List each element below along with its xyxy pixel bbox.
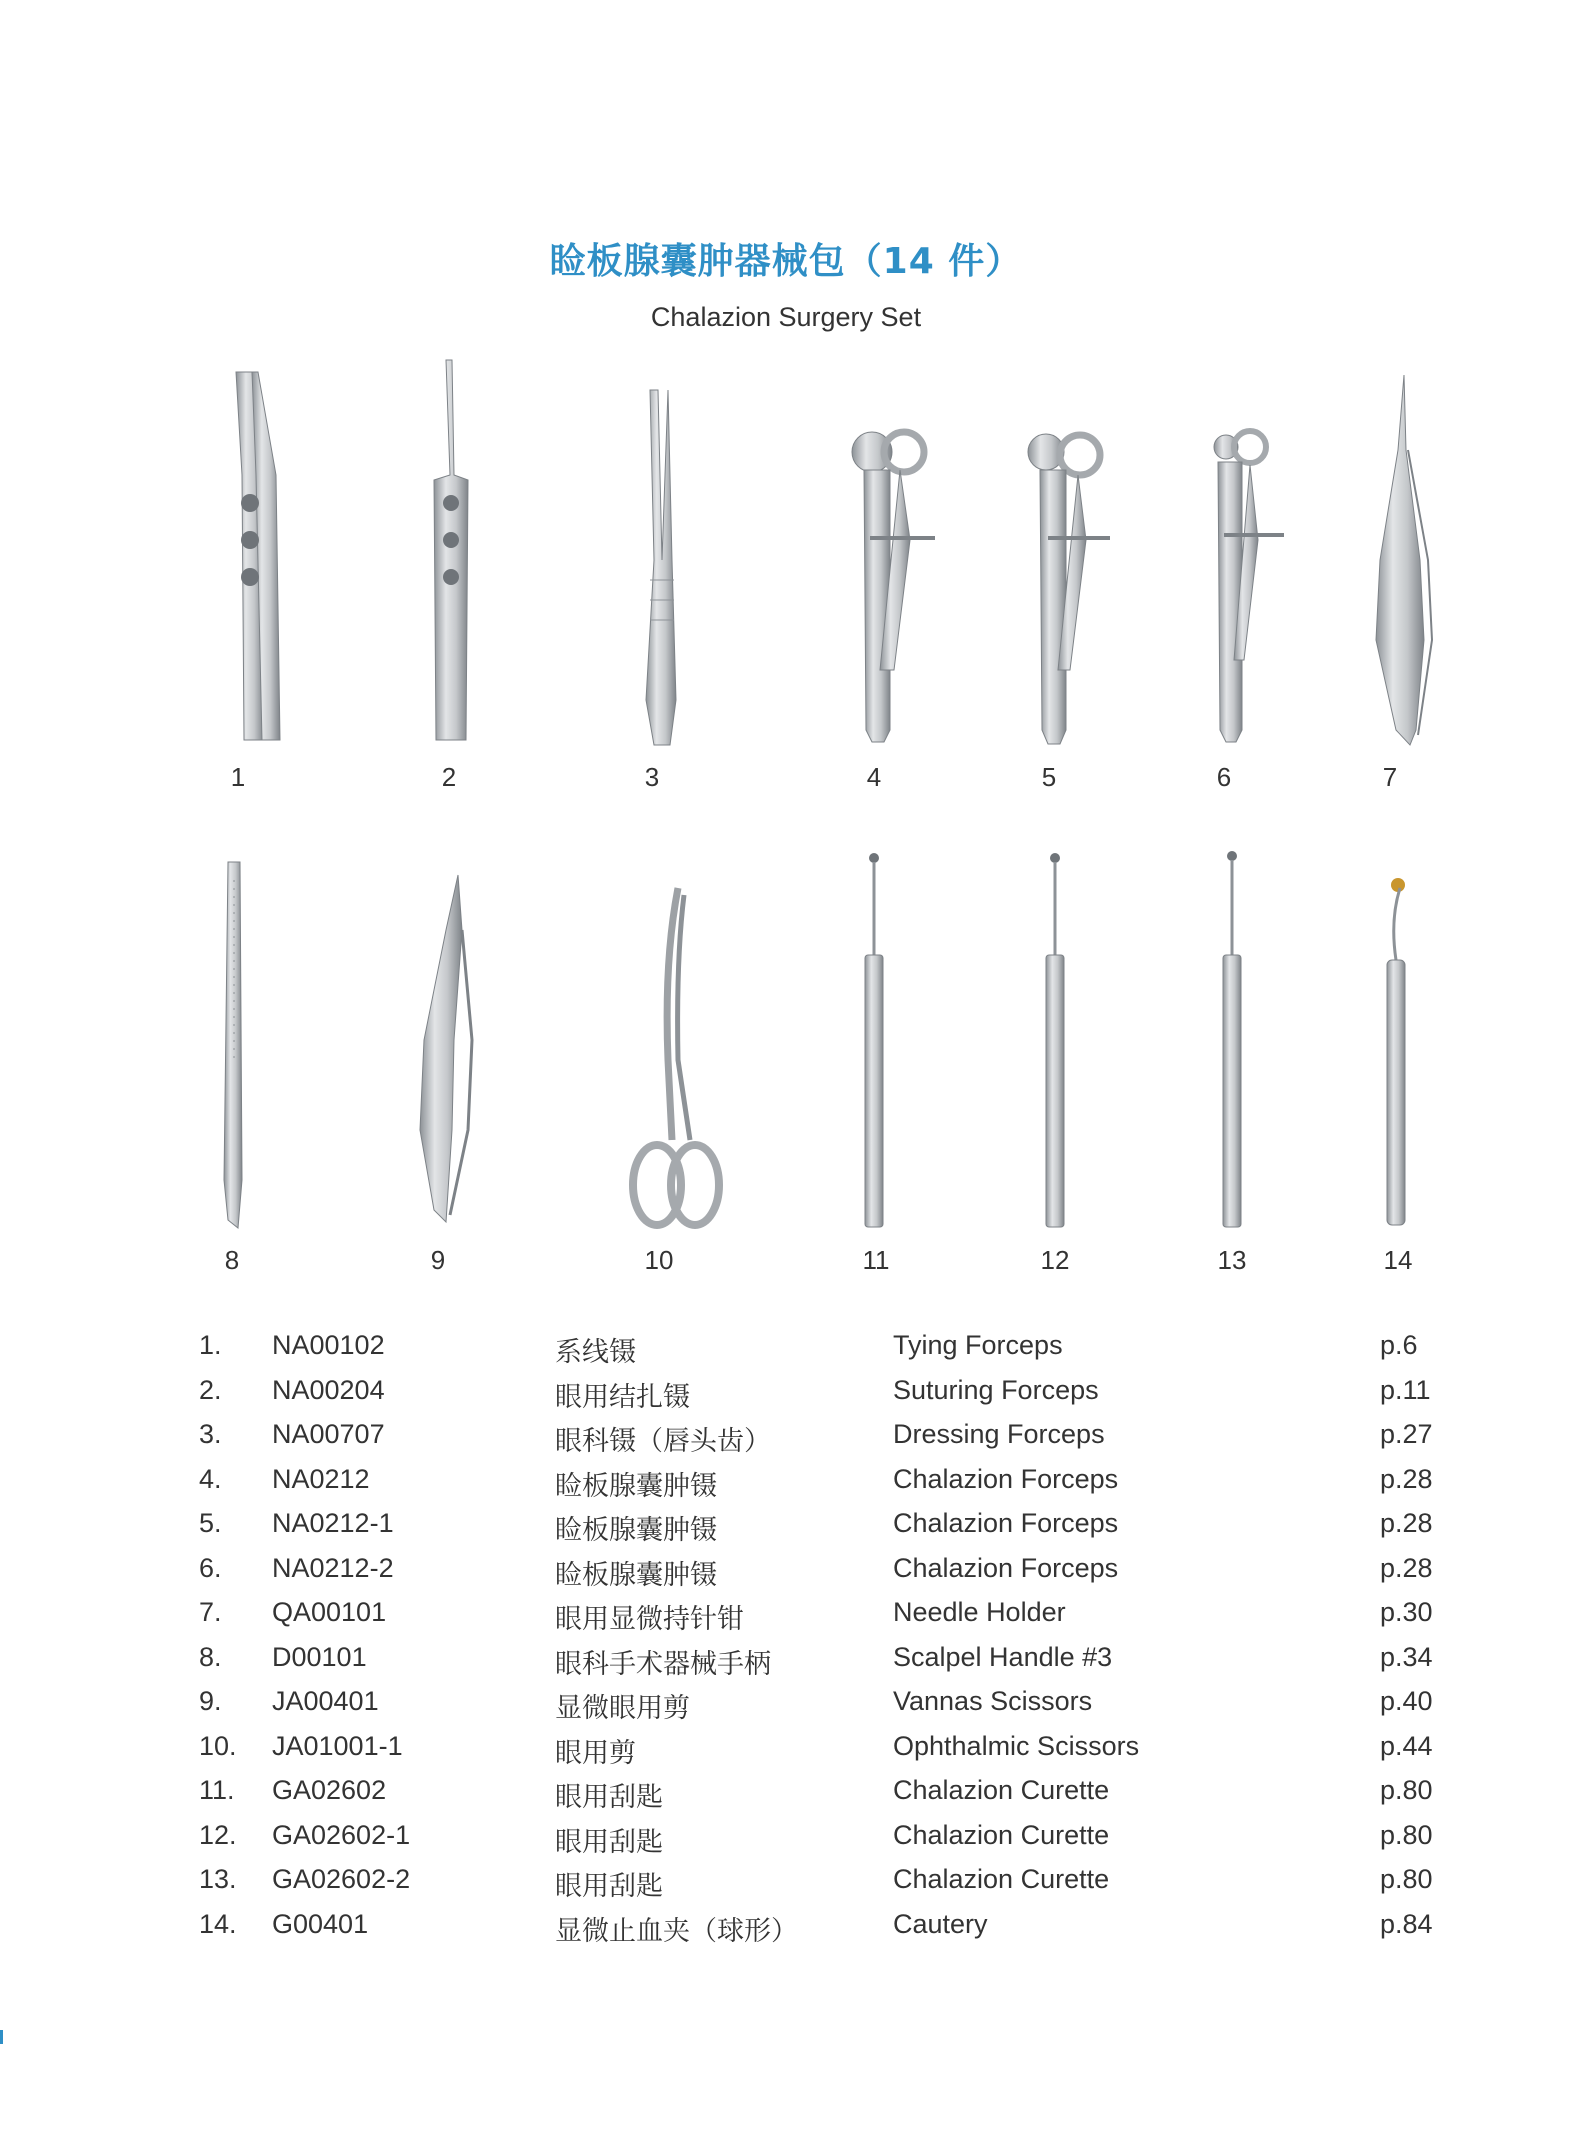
item-index: 13. xyxy=(199,1864,237,1894)
figure-label: 2 xyxy=(441,762,457,792)
item-name-chinese: 眼用剪 xyxy=(555,1737,636,1769)
item-name-chinese: 眼用结扎镊 xyxy=(555,1381,690,1413)
edge-mark xyxy=(0,2030,3,2044)
item-name-chinese: 睑板腺囊肿镊 xyxy=(555,1470,717,1502)
figure-label: 10 xyxy=(644,1245,674,1275)
item-index: 11. xyxy=(199,1775,235,1805)
figure-label: 9 xyxy=(430,1245,446,1275)
item-name-chinese: 显微眼用剪 xyxy=(555,1693,690,1724)
item-page-ref: p.34 xyxy=(1380,1641,1433,1672)
item-name-chinese: 睑板腺囊肿镊 xyxy=(555,1515,717,1546)
item-index: 1. xyxy=(199,1330,222,1360)
item-index: 7. xyxy=(199,1597,222,1627)
item-page-ref: p.27 xyxy=(1380,1419,1433,1449)
item-name-english: Chalazion Forceps xyxy=(893,1463,1119,1494)
item-code: GA02602 xyxy=(272,1775,387,1805)
item-index: 12. xyxy=(199,1819,237,1850)
item-index: 3. xyxy=(199,1419,222,1449)
figure-label: 8 xyxy=(224,1245,240,1275)
chalazion-forceps-6-illustration xyxy=(1214,431,1284,742)
cautery-illustration xyxy=(1387,878,1405,1225)
figure-label: 14 xyxy=(1383,1245,1413,1275)
vannas-scissors-illustration xyxy=(420,875,472,1222)
item-name-chinese: 眼科手术器械手柄 xyxy=(555,1648,771,1680)
scalpel-handle-illustration xyxy=(224,862,242,1228)
item-index: 4. xyxy=(199,1463,222,1494)
figure-label: 13 xyxy=(1217,1245,1247,1275)
item-name-english: Needle Holder xyxy=(893,1597,1066,1627)
item-code: JA01001-1 xyxy=(272,1730,403,1761)
list-item xyxy=(0,1864,1572,1908)
page-title-english: Chalazion Surgery Set xyxy=(650,302,922,332)
item-page-ref: p.40 xyxy=(1380,1686,1433,1716)
chalazion-forceps-4-illustration xyxy=(852,432,935,742)
tying-forceps-illustration xyxy=(236,372,280,740)
list-item xyxy=(0,1686,1572,1730)
item-name-chinese: 系线镊 xyxy=(555,1337,636,1368)
list-item xyxy=(0,1553,1572,1597)
item-code: QA00101 xyxy=(272,1597,387,1627)
item-name-chinese: 眼用刮匙 xyxy=(555,1871,663,1902)
item-page-ref: p.28 xyxy=(1380,1508,1433,1538)
item-index: 14. xyxy=(199,1908,237,1939)
dressing-forceps-illustration xyxy=(646,390,676,745)
item-page-ref: p.80 xyxy=(1380,1864,1433,1894)
list-item xyxy=(0,1909,1572,1953)
item-name-english: Chalazion Forceps xyxy=(893,1552,1119,1583)
item-page-ref: p.84 xyxy=(1380,1908,1433,1939)
list-item xyxy=(0,1508,1572,1552)
item-page-ref: p.80 xyxy=(1380,1819,1433,1850)
item-page-ref: p.80 xyxy=(1380,1775,1433,1805)
page-title-chinese: 睑板腺囊肿器械包（14 件） xyxy=(549,241,1023,282)
item-name-chinese: 眼用显微持针钳 xyxy=(555,1604,744,1635)
item-name-english: Chalazion Curette xyxy=(893,1775,1110,1805)
item-code: G00401 xyxy=(272,1908,369,1939)
figure-label: 12 xyxy=(1040,1245,1070,1275)
item-page-ref: p.30 xyxy=(1380,1597,1433,1627)
needle-holder-illustration xyxy=(1376,375,1432,745)
item-code: NA00204 xyxy=(272,1374,385,1405)
figure-label: 7 xyxy=(1382,762,1398,792)
list-item xyxy=(0,1464,1572,1508)
item-page-ref: p.28 xyxy=(1380,1552,1433,1583)
figure-label: 3 xyxy=(644,762,660,792)
item-name-english: Scalpel Handle #3 xyxy=(893,1641,1113,1672)
list-item xyxy=(0,1820,1572,1864)
item-page-ref: p.6 xyxy=(1380,1330,1418,1360)
item-name-chinese: 睑板腺囊肿镊 xyxy=(555,1559,717,1591)
item-name-chinese: 显微止血夹（球形） xyxy=(555,1915,798,1947)
list-item xyxy=(0,1419,1572,1463)
item-page-ref: p.44 xyxy=(1380,1730,1433,1761)
item-code: NA0212-1 xyxy=(272,1508,394,1538)
item-name-english: Chalazion Forceps xyxy=(893,1508,1119,1538)
chalazion-curette-13-illustration xyxy=(1223,851,1241,1227)
item-code: JA00401 xyxy=(272,1686,379,1716)
list-item xyxy=(0,1775,1572,1819)
item-index: 2. xyxy=(199,1374,222,1405)
suturing-forceps-illustration xyxy=(434,360,468,740)
item-name-english: Ophthalmic Scissors xyxy=(893,1730,1140,1761)
figure-label: 1 xyxy=(230,762,246,792)
item-code: NA0212 xyxy=(272,1463,370,1494)
list-item xyxy=(0,1330,1572,1374)
item-name-chinese: 眼用刮匙 xyxy=(555,1782,663,1813)
item-name-chinese: 眼用刮匙 xyxy=(555,1826,663,1858)
item-index: 8. xyxy=(199,1641,222,1672)
ophthalmic-scissors-illustration xyxy=(633,888,719,1225)
item-name-english: Chalazion Curette xyxy=(893,1864,1110,1894)
item-code: GA02602-1 xyxy=(272,1819,411,1850)
figure-label: 5 xyxy=(1041,762,1057,792)
chalazion-curette-11-illustration xyxy=(865,853,883,1227)
item-index: 10. xyxy=(199,1730,237,1761)
item-index: 6. xyxy=(199,1552,222,1583)
list-item xyxy=(0,1642,1572,1686)
figure-label: 4 xyxy=(866,762,882,792)
chalazion-curette-12-illustration xyxy=(1046,853,1064,1227)
chalazion-forceps-5-illustration xyxy=(1028,434,1110,744)
item-code: NA0212-2 xyxy=(272,1552,394,1583)
item-name-english: Dressing Forceps xyxy=(893,1419,1105,1449)
item-code: D00101 xyxy=(272,1641,367,1672)
list-item xyxy=(0,1731,1572,1775)
list-item xyxy=(0,1597,1572,1641)
item-page-ref: p.28 xyxy=(1380,1463,1433,1494)
item-name-english: Chalazion Curette xyxy=(893,1819,1110,1850)
item-name-english: Vannas Scissors xyxy=(893,1686,1093,1716)
item-code: NA00102 xyxy=(272,1330,385,1360)
item-name-chinese: 眼科镊（唇头齿） xyxy=(555,1426,771,1457)
item-index: 9. xyxy=(199,1686,222,1716)
list-item xyxy=(0,1375,1572,1419)
item-name-english: Suturing Forceps xyxy=(893,1374,1099,1405)
item-name-english: Cautery xyxy=(893,1908,988,1939)
item-name-english: Tying Forceps xyxy=(893,1330,1063,1360)
item-page-ref: p.11 xyxy=(1380,1374,1431,1405)
item-index: 5. xyxy=(199,1508,222,1538)
figure-label: 11 xyxy=(862,1245,890,1275)
figure-label: 6 xyxy=(1216,762,1232,792)
item-code: GA02602-2 xyxy=(272,1864,411,1894)
item-code: NA00707 xyxy=(272,1419,385,1449)
